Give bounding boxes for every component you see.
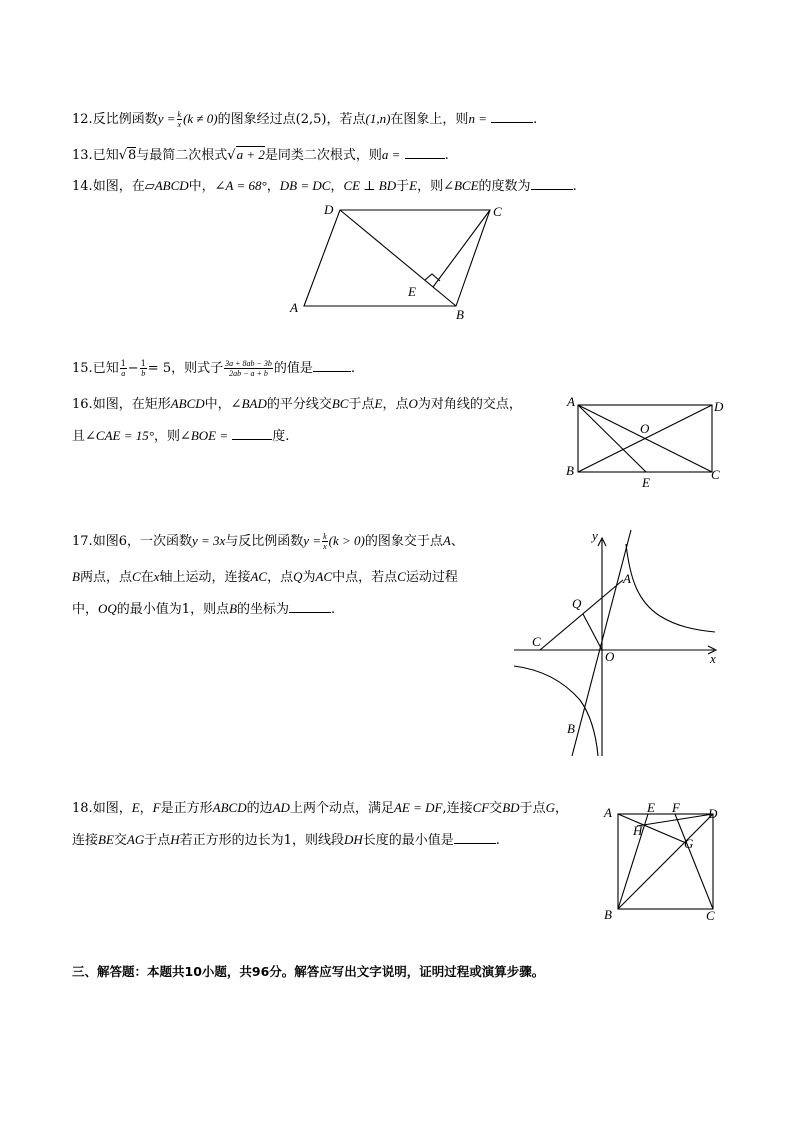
math: F bbox=[152, 800, 161, 815]
math: ∠CAE = 15° bbox=[85, 428, 154, 443]
math: ABCD bbox=[154, 178, 189, 193]
label-q: Q bbox=[572, 596, 582, 611]
text: 于 bbox=[396, 179, 410, 194]
label-e: E bbox=[647, 800, 655, 815]
math: CE ⊥ BD bbox=[343, 178, 397, 193]
math: E bbox=[131, 800, 140, 815]
text: 如图，在矩形 bbox=[92, 397, 171, 412]
fraction-k-over-x bbox=[322, 532, 328, 551]
section-3-heading: 三、解答题：本题共10小题，共96分。解答应写出文字说明，证明过程或演算步骤。 bbox=[72, 964, 545, 979]
question-13: 13.已知√8与最简二次根式√a + 2是同类二次根式，则a = . bbox=[72, 144, 449, 166]
math: (2,5) bbox=[295, 112, 327, 127]
question-16 bbox=[72, 394, 522, 415]
label-c: C bbox=[532, 634, 541, 649]
hyperbola-branch-2 bbox=[514, 666, 598, 756]
text: 连接 bbox=[72, 833, 99, 848]
label-y: y bbox=[592, 528, 598, 543]
math: AC bbox=[250, 569, 268, 584]
text: 是正方形 bbox=[160, 801, 213, 816]
fraction-expression bbox=[224, 359, 273, 378]
math: E bbox=[409, 178, 418, 193]
label-a: A bbox=[290, 300, 298, 315]
math: BC bbox=[331, 396, 349, 411]
text: 交 bbox=[489, 801, 503, 816]
figure-17-graph bbox=[510, 524, 725, 759]
label-h: H bbox=[633, 823, 643, 838]
label-b: B bbox=[566, 463, 574, 478]
text: ，则式子 bbox=[171, 361, 224, 376]
text: 如图，在▱ bbox=[92, 179, 155, 194]
numerator: 3a + 8ab − 3b bbox=[225, 359, 272, 368]
text: ，若点 bbox=[326, 112, 366, 127]
text: 与反比例函数 bbox=[225, 534, 304, 549]
answer-blank[interactable] bbox=[531, 175, 573, 190]
text: 中， bbox=[204, 397, 231, 412]
label-e: E bbox=[642, 475, 650, 490]
label-c: C bbox=[711, 467, 720, 482]
sqrt-8: 8 bbox=[128, 148, 137, 163]
math: AD bbox=[272, 800, 290, 815]
numerator: 1 bbox=[120, 359, 126, 368]
text: ， bbox=[330, 179, 344, 194]
label-a: A bbox=[623, 571, 631, 586]
text: 于点 bbox=[144, 833, 171, 848]
math: ∠BCE bbox=[443, 178, 479, 193]
question-16-line-2 bbox=[72, 425, 289, 447]
math: Q bbox=[293, 569, 303, 584]
question-number: 14. bbox=[72, 179, 93, 194]
question-number: 15. bbox=[72, 361, 93, 376]
text: 与最简二次根式 bbox=[136, 148, 228, 163]
text: ，点 bbox=[382, 397, 409, 412]
text: 于点 bbox=[519, 801, 546, 816]
math: H bbox=[170, 832, 180, 847]
text: 的度数为 bbox=[478, 179, 531, 194]
text: 且 bbox=[72, 429, 86, 444]
answer-blank[interactable] bbox=[232, 425, 272, 440]
math: BD bbox=[502, 800, 520, 815]
text: ， bbox=[554, 801, 568, 816]
answer-blank[interactable] bbox=[405, 144, 445, 159]
question-number: 17. bbox=[72, 534, 93, 549]
question-number: 13. bbox=[72, 148, 93, 163]
numerator: k bbox=[323, 532, 327, 541]
math: E bbox=[374, 396, 383, 411]
segment-oq bbox=[583, 614, 602, 650]
label-o: O bbox=[605, 649, 615, 664]
label-o: O bbox=[640, 421, 650, 436]
label-d: D bbox=[324, 202, 334, 217]
math: OQ bbox=[98, 601, 117, 616]
text: 轴上运动，连接 bbox=[159, 570, 251, 585]
denominator: b bbox=[141, 369, 146, 378]
text: 中点，若点 bbox=[332, 570, 398, 585]
text: 在图象上，则 bbox=[390, 112, 469, 127]
math: ∠A = 68° bbox=[214, 178, 267, 193]
math: ∠BOE = bbox=[179, 428, 229, 443]
text: 中， bbox=[188, 179, 215, 194]
text: 两点，点 bbox=[79, 570, 132, 585]
label-x: x bbox=[710, 651, 716, 666]
math: A bbox=[442, 533, 451, 548]
math: ABCD bbox=[212, 800, 247, 815]
figure-18-square bbox=[598, 800, 728, 925]
label-g: G bbox=[684, 836, 694, 851]
question-17-line-3: 中，OQ的最小值为1，则点B的坐标为 . bbox=[72, 598, 335, 620]
text: 的最小值为1，则点 bbox=[116, 602, 230, 617]
numerator: 1 bbox=[140, 359, 146, 368]
math: y = 3x bbox=[191, 533, 226, 548]
math: BE bbox=[98, 832, 114, 847]
segment-ca bbox=[540, 580, 623, 650]
fraction-1-over-a bbox=[120, 359, 127, 378]
text: 已知 bbox=[92, 361, 119, 376]
text: 运动过程 bbox=[405, 570, 458, 585]
text: 的边 bbox=[246, 801, 273, 816]
text: 已知 bbox=[92, 148, 119, 163]
text: 的平分线交 bbox=[266, 397, 332, 412]
question-12: 12.反比例函数y = $\frac{k}{x}$ (k ≠ 0)的图象经过点(2,5)，若点(1,n)在图象上，则n = . bbox=[72, 110, 538, 129]
text: 中， bbox=[72, 602, 99, 617]
parallelogram bbox=[304, 210, 490, 306]
label-d: D bbox=[714, 399, 724, 414]
hyperbola-branch-1 bbox=[626, 544, 715, 632]
figure-16-rectangle bbox=[562, 393, 732, 493]
math: DB = DC bbox=[279, 178, 331, 193]
math: x bbox=[153, 569, 160, 584]
label-b: B bbox=[567, 721, 575, 736]
question-17 bbox=[72, 531, 464, 552]
denominator: a bbox=[121, 369, 126, 378]
text: 的图象交于点 bbox=[364, 534, 443, 549]
text: ,连接 bbox=[442, 801, 473, 816]
segment-ag bbox=[618, 814, 686, 843]
figure-14-parallelogram bbox=[280, 198, 520, 323]
math: (1,n) bbox=[365, 111, 391, 126]
text: 的图象经过点 bbox=[217, 112, 296, 127]
answer-blank[interactable] bbox=[313, 357, 351, 372]
math: a = bbox=[381, 147, 401, 162]
math: CF bbox=[472, 800, 490, 815]
denominator: x bbox=[177, 120, 182, 129]
math: − bbox=[127, 361, 139, 376]
segment-ce bbox=[433, 210, 490, 287]
answer-blank[interactable] bbox=[289, 598, 331, 613]
answer-blank[interactable] bbox=[491, 108, 533, 123]
text: 若正方形的边长为1，则线段 bbox=[179, 833, 344, 848]
segment-cf bbox=[675, 814, 713, 909]
math: B bbox=[229, 601, 238, 616]
denominator: x bbox=[323, 542, 327, 551]
label-d: D bbox=[708, 806, 718, 821]
denominator: 2ab − a + b bbox=[229, 369, 268, 378]
text: 反比例函数 bbox=[92, 112, 158, 127]
text: 上两个动点，满足 bbox=[289, 801, 394, 816]
text: 、 bbox=[450, 534, 464, 549]
math: C bbox=[131, 569, 141, 584]
diagonal-db bbox=[340, 210, 456, 306]
text: ， bbox=[266, 179, 280, 194]
fraction-1-over-b bbox=[140, 359, 147, 378]
text: 如图6，一次函数 bbox=[92, 534, 192, 549]
text: 交 bbox=[113, 833, 127, 848]
math: B bbox=[72, 569, 80, 584]
math: ABCD bbox=[170, 396, 205, 411]
segment-dh bbox=[637, 814, 713, 826]
text: ， bbox=[139, 801, 153, 816]
numerator: k bbox=[177, 110, 182, 119]
question-17-line-2 bbox=[72, 567, 458, 588]
text: 是同类二次根式，则 bbox=[264, 148, 382, 163]
bisector-ae bbox=[578, 405, 646, 472]
label-b: B bbox=[604, 907, 612, 922]
text: 为对角线的交点， bbox=[417, 397, 522, 412]
text: 的值是 bbox=[273, 361, 313, 376]
text: 的坐标为 bbox=[237, 602, 290, 617]
question-number: 18. bbox=[72, 801, 93, 816]
label-a: A bbox=[604, 805, 612, 820]
text: 如图， bbox=[92, 801, 132, 816]
question-number: 16. bbox=[72, 397, 93, 412]
label-a: A bbox=[567, 394, 575, 409]
text: 于点 bbox=[348, 397, 375, 412]
text: ，点 bbox=[267, 570, 294, 585]
math: = 5 bbox=[147, 361, 172, 376]
math: y = bbox=[157, 111, 176, 126]
label-c: C bbox=[493, 204, 502, 219]
answer-blank[interactable] bbox=[454, 829, 496, 844]
question-number: 12. bbox=[72, 112, 93, 127]
text: 长度的最小值是 bbox=[362, 833, 454, 848]
math: (k > 0) bbox=[328, 533, 365, 548]
math: y = bbox=[303, 533, 322, 548]
text: ，则 bbox=[153, 429, 180, 444]
math: ∠BAD bbox=[230, 396, 267, 411]
label-f: F bbox=[672, 800, 680, 815]
question-15: 15.已知 $\frac{1}{a}$ − $\frac{1}{b}$ = 5，则式子 $\frac{3a + 8ab - 3b}{2ab - a + b}$ 的值是 . bbox=[72, 359, 356, 378]
question-18 bbox=[72, 798, 568, 819]
label-b: B bbox=[456, 307, 464, 322]
math: C bbox=[397, 569, 406, 584]
text: 为 bbox=[302, 570, 316, 585]
question-14: 14.如图，在▱ABCD中，∠A = 68°，DB = DC，CE ⊥ BD于E，则∠BCE的度数为 . bbox=[72, 175, 577, 197]
sqrt-a-plus-2: a + 2 bbox=[236, 147, 265, 162]
math: AE = DF bbox=[393, 800, 443, 815]
math: AG bbox=[126, 832, 145, 847]
text: 度. bbox=[272, 429, 290, 444]
math: AC bbox=[315, 569, 333, 584]
label-c: C bbox=[706, 908, 715, 923]
text: 在 bbox=[140, 570, 154, 585]
question-18-line-2: 连接BE交AG于点H若正方形的边长为1，则线段DH长度的最小值是 . bbox=[72, 829, 500, 851]
text: ，则 bbox=[417, 179, 444, 194]
label-e: E bbox=[408, 284, 416, 299]
math: O bbox=[408, 396, 418, 411]
math: DH bbox=[343, 832, 363, 847]
math: n = bbox=[468, 111, 487, 126]
math: G bbox=[545, 800, 555, 815]
math: (k ≠ 0) bbox=[183, 111, 218, 126]
fraction-k-over-x bbox=[177, 110, 183, 129]
